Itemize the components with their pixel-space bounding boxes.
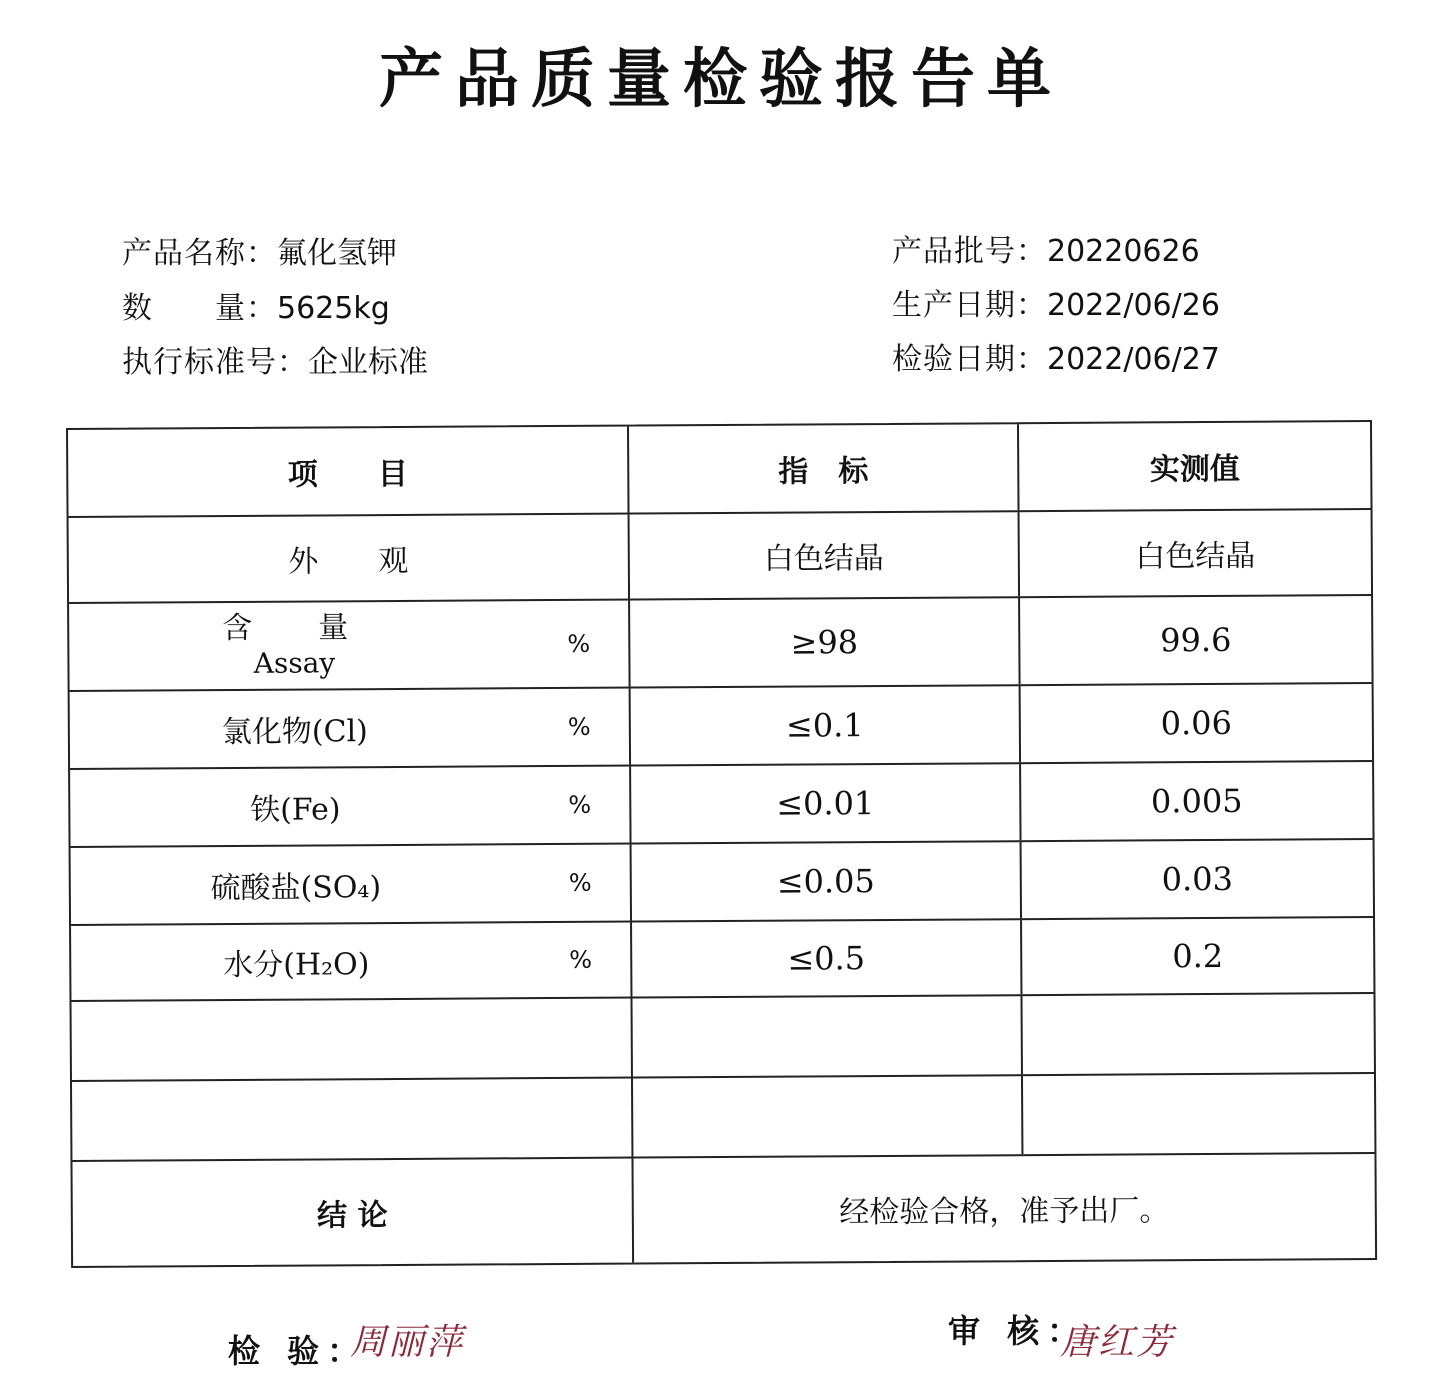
- empty-cell: [1022, 994, 1373, 1074]
- product-name-value: 氟化氢钾: [277, 236, 397, 271]
- header-spec: 指 标: [629, 424, 1020, 512]
- product-name-line: [122, 228, 397, 272]
- production-date-value: 2022/06/26: [1047, 288, 1220, 323]
- production-date-line: [892, 280, 1220, 324]
- water-name: 水分(H₂O): [223, 947, 370, 984]
- assay-unit: %: [567, 629, 591, 658]
- table-row-water: [71, 918, 1373, 1002]
- inspection-date-label: 检验日期：: [892, 342, 1047, 377]
- assay-spec: ≥98: [630, 598, 1021, 686]
- sulfate-spec: ≤0.05: [632, 842, 1022, 920]
- batch-label: 产品批号：: [892, 234, 1047, 269]
- report-title: 产品质量检验报告单: [379, 43, 1063, 117]
- quantity-line: [122, 283, 390, 327]
- iron-value: 0.005: [1150, 781, 1243, 821]
- empty-cell: [72, 1079, 633, 1160]
- chloride-name: 氯化物(Cl): [221, 714, 368, 751]
- water-unit: %: [569, 945, 593, 974]
- empty-cell: [632, 996, 1022, 1076]
- reviewer-signature: 唐红芳: [1060, 1322, 1175, 1363]
- assay-cell: [69, 601, 631, 690]
- appearance-spec: 白色结晶: [630, 512, 1021, 598]
- sulfate-unit: %: [568, 868, 592, 897]
- inspection-table: [66, 420, 1377, 1268]
- sulfate-name: 硫酸盐(SO₄): [210, 870, 382, 907]
- appearance-name: 外 观: [69, 515, 631, 602]
- reviewer-label: 审 核：: [948, 1312, 1088, 1350]
- water-value: 0.2: [1172, 936, 1224, 976]
- standard-line: [122, 337, 428, 381]
- iron-unit: %: [568, 790, 592, 819]
- table-row-empty-1: [72, 994, 1374, 1082]
- conclusion-text: 经检验合格，准予出厂。: [839, 1193, 1170, 1231]
- batch-value: 20220626: [1047, 234, 1200, 269]
- standard-value: 企业标准: [308, 345, 428, 380]
- table-header-row: [68, 422, 1371, 518]
- quantity-value: 5625kg: [277, 291, 390, 326]
- empty-cell: [1023, 1074, 1374, 1154]
- quantity-label: 数 量：: [122, 291, 277, 326]
- inspector-signature: 周丽萍: [350, 1322, 465, 1363]
- conclusion-label: 结 论: [72, 1159, 634, 1266]
- table-row-iron: [70, 762, 1372, 848]
- table-row-sulfate: [71, 840, 1373, 926]
- production-date-label: 生产日期：: [892, 288, 1047, 323]
- table-row-chloride: [70, 684, 1372, 770]
- table-row-conclusion: [72, 1154, 1375, 1266]
- chloride-spec: ≤0.1: [631, 686, 1021, 764]
- chloride-cell: [70, 689, 631, 768]
- assay-name-en: Assay: [253, 646, 336, 680]
- chloride-unit: %: [567, 712, 591, 741]
- batch-line: [892, 226, 1200, 270]
- sulfate-cell: [71, 845, 632, 924]
- header-item: 项 目: [68, 427, 630, 516]
- assay-value: 99.6: [1160, 620, 1232, 660]
- header-measured: 实测值: [1149, 451, 1240, 488]
- inspection-date-value: 2022/06/27: [1047, 342, 1220, 377]
- empty-cell: [72, 999, 633, 1080]
- empty-cell: [633, 1076, 1023, 1156]
- table-row-appearance: [69, 510, 1372, 604]
- table-row-assay: [69, 596, 1372, 692]
- iron-spec: ≤0.01: [631, 764, 1021, 842]
- appearance-value: 白色结晶: [1135, 538, 1256, 575]
- chloride-value: 0.06: [1160, 703, 1233, 743]
- sulfate-value: 0.03: [1161, 859, 1234, 899]
- iron-cell: [70, 767, 631, 846]
- product-name-label: 产品名称：: [122, 236, 277, 271]
- iron-name: 铁(Fe): [250, 792, 341, 828]
- table-row-empty-2: [72, 1074, 1374, 1162]
- water-cell: [71, 923, 632, 1000]
- inspection-date-line: [892, 334, 1220, 378]
- inspector-label: 检 验：: [228, 1332, 368, 1370]
- standard-label: 执行标准号：: [122, 345, 308, 380]
- assay-name-cn: 含 量: [222, 610, 367, 647]
- water-spec: ≤0.5: [632, 920, 1022, 996]
